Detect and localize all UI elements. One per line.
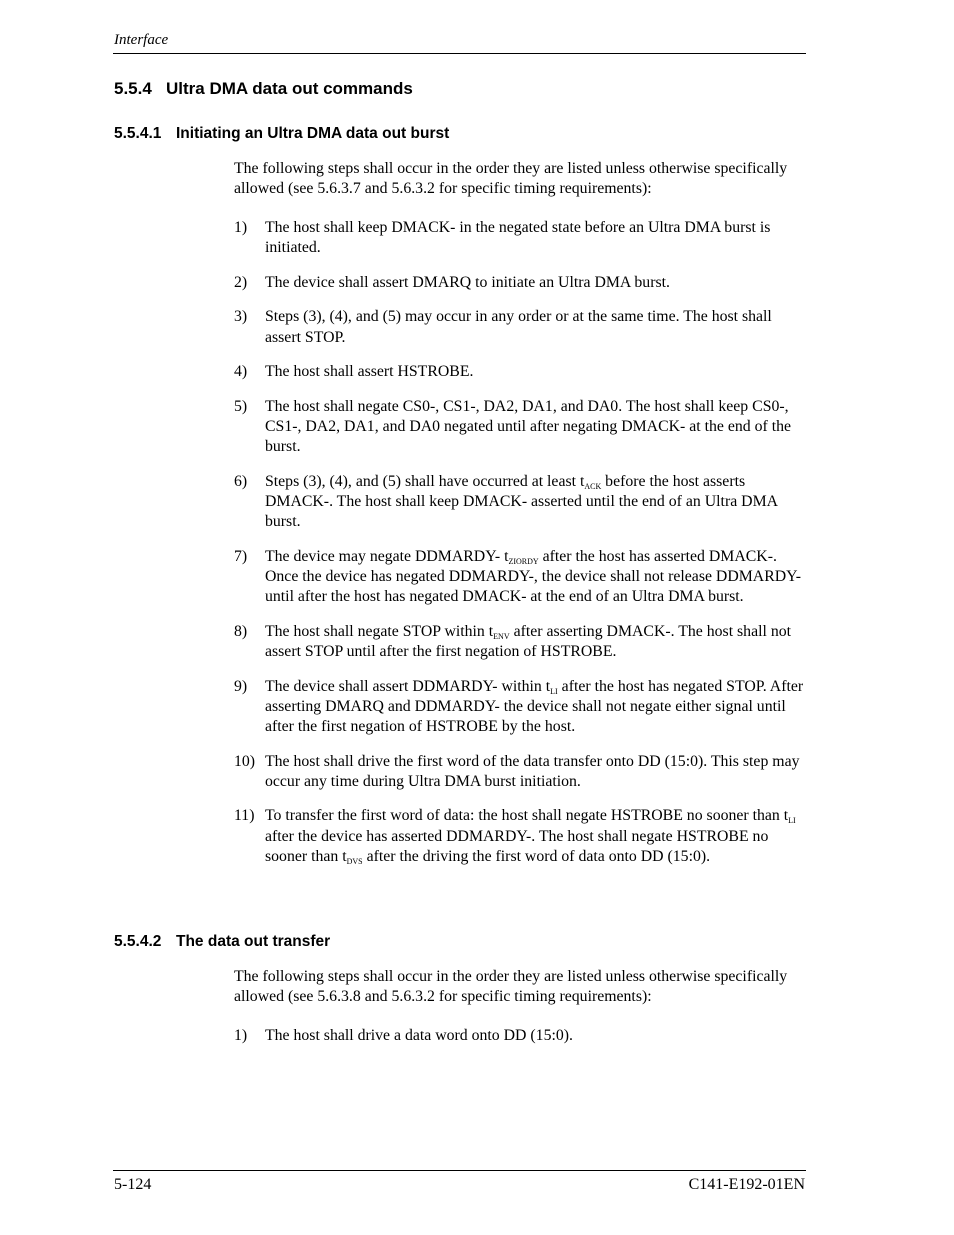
timing-subscript: LI <box>550 686 558 696</box>
steps-list-1 <box>234 218 806 881</box>
section-heading <box>114 79 413 99</box>
subsection-title: Initiating an Ultra DMA data out burst <box>176 125 450 142</box>
step-number: 7) <box>234 547 248 565</box>
running-header: Interface <box>114 32 169 48</box>
step-text-a: Steps (3), (4), and (5) shall have occurred at least t <box>265 472 585 490</box>
subsection-number: 5.5.4.1 <box>114 125 162 142</box>
timing-subscript: ZIORDY <box>508 556 539 566</box>
list-item <box>234 472 806 533</box>
timing-subscript: ACK <box>584 481 602 491</box>
step-text-b: before the host asserts DMACK-. The host shall keep DMACK- asserted until the end of an Ultra DMA burst. <box>265 472 778 531</box>
list-item <box>234 307 806 347</box>
document-code: C141-E192-01EN <box>688 1176 805 1193</box>
step-number: 3) <box>234 308 248 326</box>
step-number: 8) <box>234 622 248 640</box>
step-number: 4) <box>234 363 248 381</box>
footer-rule <box>113 1170 806 1171</box>
list-item <box>234 218 806 258</box>
step-text-b: after the host has negated STOP. After asserting DMARQ and DDMARDY- the device shall not negate either signal until after the first negation of HSTROBE by the host. <box>265 677 804 735</box>
subsection-heading-2 <box>114 933 330 951</box>
subsection-heading-1 <box>114 125 449 143</box>
step-number: 9) <box>234 677 248 695</box>
section-title: Ultra DMA data out commands <box>166 79 413 98</box>
page-number: 5-124 <box>114 1176 152 1193</box>
list-item <box>234 677 806 738</box>
step-text-a: The host shall negate STOP within t <box>265 622 494 640</box>
intro-paragraph-1: The following steps shall occur in the order they are listed unless otherwise specifically allowed (see 5.6.3.7 and 5.6.3.2 for specific timing requirements): <box>234 160 788 198</box>
step-text: The host shall assert HSTROBE. <box>265 363 474 381</box>
step-number: 5) <box>234 397 248 415</box>
step-text-b: after asserting DMACK-. The host shall not assert STOP until after the first negation of HSTROBE. <box>265 622 791 660</box>
timing-subscript: ENV <box>493 631 510 641</box>
step-text-a: The device may negate DDMARDY- t <box>265 547 509 565</box>
subsection-title: The data out transfer <box>176 933 331 950</box>
timing-subscript: DVS <box>346 856 363 866</box>
step-number: 6) <box>234 472 248 490</box>
intro-paragraph-2: The following steps shall occur in the order they are listed unless otherwise specifically allowed (see 5.6.3.8 and 5.6.3.2 for specific timing requirements): <box>234 968 788 1006</box>
step-text: Steps (3), (4), and (5) may occur in any order or at the same time. The host shall assert STOP. <box>265 308 772 346</box>
step-text-a: The device shall assert DDMARDY- within t <box>265 677 551 695</box>
header-rule <box>113 53 806 54</box>
list-item <box>234 752 806 792</box>
step-text-c: after the driving the first word of data onto DD (15:0). <box>362 847 711 865</box>
list-item <box>234 622 806 662</box>
step-text-b: after the host has asserted DMACK-. Once the device has negated DDMARDY-, the device shall not release DDMARDY- until after the host has negated DMACK- at the end of an Ultra DMA burst. <box>265 547 802 606</box>
step-number: 1) <box>234 219 248 236</box>
step-text: The host shall negate CS0-, CS1-, DA2, DA1, and DA0. The host shall keep CS0-, CS1-, DA2, DA1, and DA0 negated until after negating DMACK- at the end of the burst. <box>265 397 792 456</box>
step-text-a: To transfer the first word of data: the host shall negate HSTROBE no sooner than t <box>265 807 789 825</box>
step-text-b: after the device has asserted DDMARDY-. The host shall negate HSTROBE no sooner than t <box>265 827 769 865</box>
step-text: The host shall keep DMACK- in the negated state before an Ultra DMA burst is initiated. <box>265 219 771 257</box>
list-item <box>234 362 806 382</box>
list-item <box>234 273 806 293</box>
timing-subscript: LI <box>788 816 796 826</box>
step-number: 10) <box>234 752 256 770</box>
list-item <box>234 806 806 867</box>
step-text: The device shall assert DMARQ to initiate an Ultra DMA burst. <box>265 273 670 291</box>
list-item <box>234 1026 806 1046</box>
list-item <box>234 547 806 608</box>
step-number: 1) <box>234 1027 248 1044</box>
steps-list-2 <box>234 1026 806 1061</box>
step-text: The host shall drive the first word of the data transfer onto DD (15:0). This step may occur any time during Ultra DMA burst initiation. <box>265 752 800 790</box>
step-number: 11) <box>234 807 255 825</box>
subsection-number: 5.5.4.2 <box>114 933 162 950</box>
step-number: 2) <box>234 273 248 291</box>
section-number: 5.5.4 <box>114 79 152 98</box>
step-text: The host shall drive a data word onto DD (15:0). <box>265 1027 573 1044</box>
list-item <box>234 397 806 458</box>
